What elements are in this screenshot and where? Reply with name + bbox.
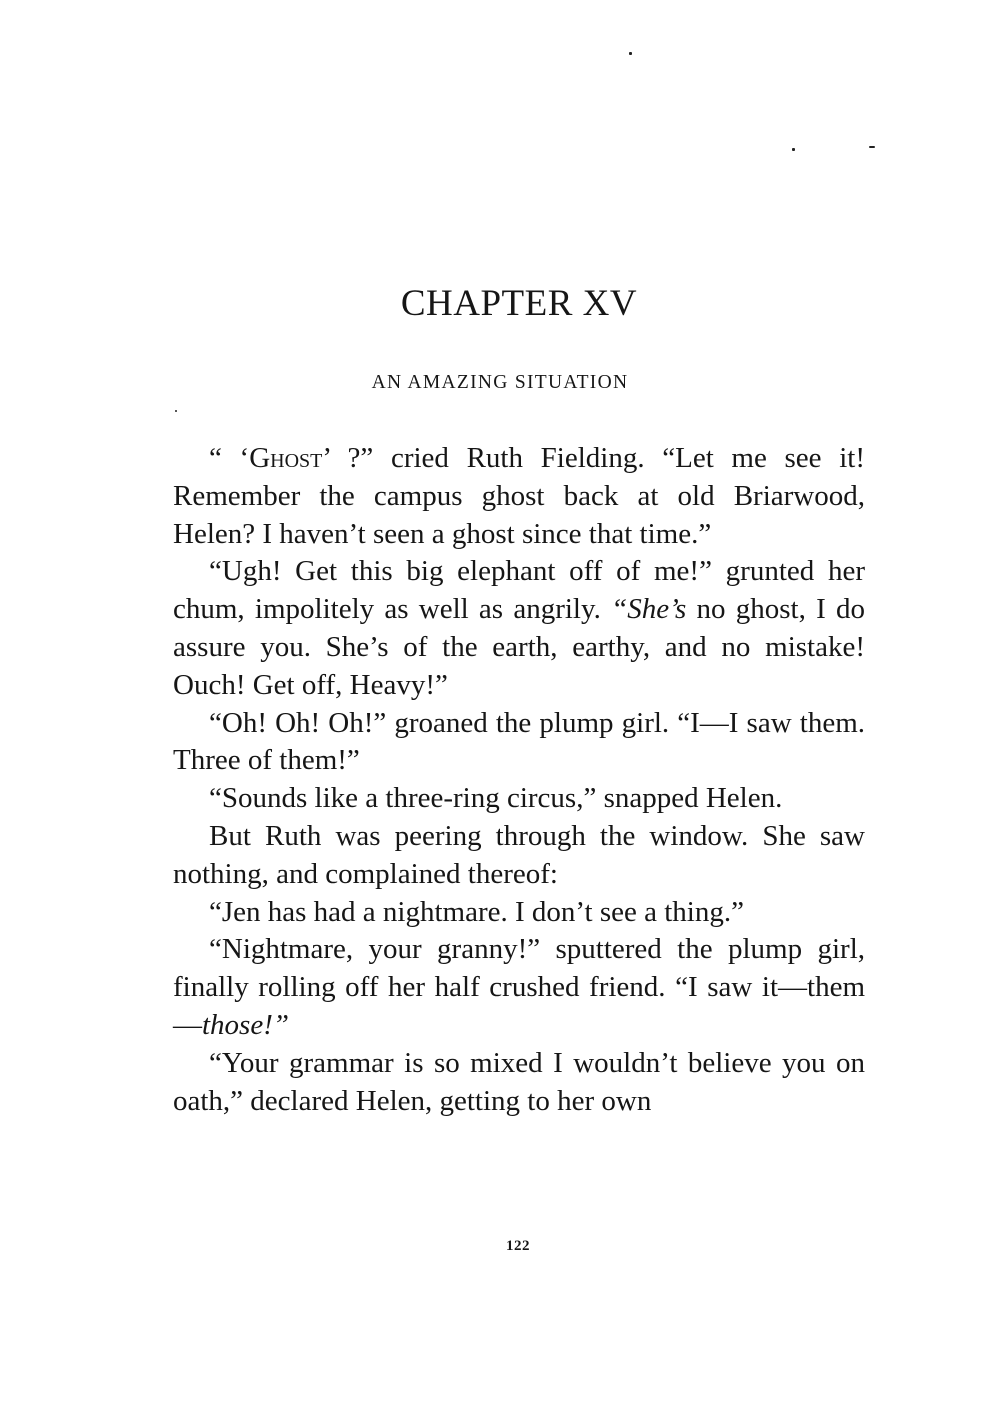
scan-speck bbox=[175, 410, 177, 412]
paragraph bbox=[173, 780, 865, 818]
scan-speck bbox=[792, 148, 795, 151]
paragraph bbox=[173, 931, 865, 1044]
body-text bbox=[173, 440, 865, 1120]
paragraph-text: no ghost, I do assure you. She’s of the earth, earthy, and no mistake! Ouch! Get off, Heavy!” bbox=[173, 593, 865, 701]
paragraph bbox=[173, 705, 865, 781]
paragraph-text: ’ ?” cried Ruth Fielding. “Let me see it! Remember the campus ghost back at old Briarwood, Helen? I haven’t seen a ghost since that time.” bbox=[173, 442, 865, 550]
scan-speck bbox=[629, 52, 632, 55]
chapter-title: CHAPTER XV bbox=[400, 283, 638, 324]
paragraph-opening: “ ‘ bbox=[209, 442, 250, 474]
paragraph bbox=[173, 818, 865, 894]
scan-speck bbox=[869, 146, 875, 148]
paragraph bbox=[173, 440, 865, 553]
paragraph-text: “Oh! Oh! Oh!” groaned the plump girl. “I—I saw them. Three of them!” bbox=[173, 706, 865, 777]
paragraph-text: “Ugh! Get this big elephant off of me!” grunted her chum, impolitely as well as angrily. bbox=[173, 555, 865, 626]
paragraph-text: But Ruth was peering through the window. She saw nothing, and complained thereof: bbox=[173, 819, 865, 890]
paragraph bbox=[173, 894, 865, 932]
paragraph-text: “Your grammar is so mixed I wouldn’t believe you on oath,” declared Helen, getting to her own bbox=[173, 1046, 865, 1117]
paragraph bbox=[173, 1045, 865, 1121]
italic-text: “She’s bbox=[611, 593, 687, 626]
italic-text: those!” bbox=[202, 1008, 289, 1041]
small-caps-word: Ghost bbox=[249, 442, 323, 474]
paragraph bbox=[173, 553, 865, 704]
page-number: 122 bbox=[506, 1238, 530, 1254]
paragraph-text: “Nightmare, your granny!” sputtered the plump girl, finally rolling off her half crushed friend. “I saw it—them— bbox=[173, 933, 865, 1041]
paragraph-text: “Sounds like a three-ring circus,” snapped Helen. bbox=[209, 782, 783, 815]
paragraph-text: “Jen has had a nightmare. I don’t see a thing.” bbox=[209, 895, 744, 928]
chapter-subtitle: AN AMAZING SITUATION bbox=[371, 372, 629, 393]
